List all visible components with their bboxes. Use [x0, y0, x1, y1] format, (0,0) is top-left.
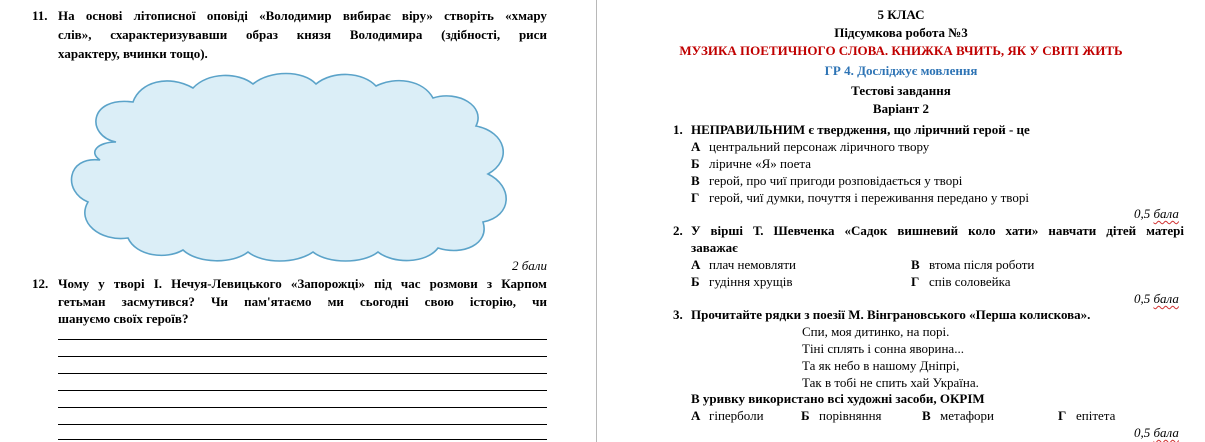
- q2-number: 2.: [673, 223, 683, 238]
- word: вірші: [710, 223, 743, 238]
- answer-line[interactable]: [58, 439, 547, 440]
- option-letter: Б: [691, 156, 700, 171]
- answer-line[interactable]: [58, 407, 547, 408]
- q2-option-b[interactable]: [691, 274, 792, 290]
- word: основі: [85, 8, 123, 23]
- poem-line-4: Так в тобі не спить хай Україна.: [802, 375, 979, 390]
- option-text: втома після роботи: [929, 257, 1035, 272]
- word: Володимира: [349, 27, 423, 42]
- word: Чому: [58, 276, 90, 291]
- variant-label: Варіант 2: [872, 101, 930, 116]
- word: віру»: [401, 8, 433, 23]
- score-unit: бала: [1153, 206, 1179, 221]
- option-letter: Г: [1058, 408, 1067, 423]
- poem-line-1: Спи, моя дитинко, на порі.: [802, 324, 950, 339]
- q2-line-2: заважає: [691, 240, 738, 255]
- word: образ: [246, 27, 278, 42]
- option-letter: В: [922, 408, 931, 423]
- option-text: гудіння хрущів: [709, 274, 793, 289]
- word: вишневий: [897, 223, 959, 238]
- option-text: герой, чиї думки, почуття і переживання передано у творі: [709, 190, 1029, 205]
- word: сьогодні: [360, 294, 409, 309]
- score-unit: бала: [1153, 291, 1179, 306]
- score-value: 0,5: [1134, 206, 1151, 221]
- word: творі: [113, 276, 145, 291]
- section-title: МУЗИКА ПОЕТИЧНОГО СЛОВА. КНИЖКА ВЧИТЬ, ЯК У СВІТІ ЖИТЬ: [679, 43, 1123, 58]
- word: І.: [153, 276, 163, 291]
- right-page: [597, 0, 1205, 442]
- score-unit: бала: [1153, 425, 1179, 440]
- option-text: центральний персонаж ліричного твору: [709, 139, 930, 154]
- word: Чи: [210, 294, 228, 309]
- word: час: [400, 276, 421, 291]
- poem-line-2: Тіні сплять і сонна яворина...: [802, 341, 964, 356]
- word: пам'ятаємо: [244, 294, 312, 309]
- q12-line-1: [58, 276, 547, 292]
- q3-option-c[interactable]: [922, 408, 994, 424]
- answer-line[interactable]: [58, 373, 547, 374]
- option-letter: В: [691, 173, 700, 188]
- word: вибирає: [342, 8, 391, 23]
- q1-option-b[interactable]: [691, 156, 811, 172]
- score-value: 0,5: [1134, 291, 1151, 306]
- word: чи: [532, 294, 547, 309]
- option-letter: А: [691, 257, 701, 272]
- word: дітей: [1106, 223, 1137, 238]
- option-text: порівняння: [819, 408, 882, 423]
- q1-number: 1.: [673, 122, 683, 137]
- word: засмутився?: [121, 294, 195, 309]
- q12-line-2: [58, 294, 547, 310]
- answer-line[interactable]: [58, 390, 547, 391]
- word: Т.: [752, 223, 764, 238]
- word: у: [98, 276, 105, 291]
- q1-option-d[interactable]: [691, 190, 1029, 206]
- option-letter: А: [691, 408, 701, 423]
- word: «Запорожці»: [290, 276, 365, 291]
- tests-label: Тестові завдання: [851, 83, 951, 98]
- q3-text: Прочитайте рядки з поезії М. Вінграновського «Перша колискова».: [691, 307, 1091, 322]
- word: під: [374, 276, 392, 291]
- word: схарактеризувавши: [110, 27, 228, 42]
- option-letter: Б: [691, 274, 700, 289]
- word: Карпом: [501, 276, 547, 291]
- option-letter: Г: [911, 274, 920, 289]
- word: «Садок: [844, 223, 888, 238]
- q2-score: [1134, 291, 1179, 307]
- word: свою: [424, 294, 454, 309]
- word: хати»: [1005, 223, 1039, 238]
- option-text: епітета: [1076, 408, 1116, 423]
- word: (здібності,: [441, 27, 501, 42]
- q1-option-c[interactable]: [691, 173, 962, 189]
- word: з: [486, 276, 493, 291]
- word: ми: [327, 294, 344, 309]
- option-letter: Б: [801, 408, 810, 423]
- word: Нечуя-Левицького: [171, 276, 282, 291]
- word: літописної: [133, 8, 196, 23]
- word: слів»,: [58, 27, 92, 42]
- q3-prompt: В уривку використано всі художні засоби, ОКРІМ: [691, 391, 985, 406]
- q11-number: 11.: [32, 8, 48, 23]
- word: «хмару: [505, 8, 547, 23]
- left-page: [0, 0, 597, 442]
- word: На: [58, 8, 75, 23]
- work-title: Підсумкова робота №3: [834, 25, 968, 40]
- option-letter: А: [691, 139, 701, 154]
- word: навчати: [1048, 223, 1097, 238]
- word-cloud-shape: [58, 64, 538, 264]
- word: князя: [296, 27, 332, 42]
- word: «Володимир: [259, 8, 332, 23]
- q3-option-a[interactable]: [691, 408, 764, 424]
- word: матері: [1146, 223, 1184, 238]
- q12-line-3: шануємо своїх героїв?: [58, 311, 189, 326]
- q2-line-1: [691, 223, 1184, 239]
- q1-text: НЕПРАВИЛЬНИМ є твердження, що ліричний герой - це: [691, 122, 1030, 137]
- q12-number: 12.: [32, 276, 49, 291]
- group-title: ГР 4. Досліджує мовлення: [824, 63, 978, 78]
- option-text: ліричне «Я» поета: [709, 156, 811, 171]
- option-text: плач немовляти: [709, 257, 797, 272]
- q11-line-3: характеру, вчинки тощо).: [58, 46, 208, 61]
- answer-line[interactable]: [58, 356, 547, 357]
- option-letter: В: [911, 257, 920, 272]
- option-letter: Г: [691, 190, 700, 205]
- answer-line[interactable]: [58, 424, 547, 425]
- q3-number: 3.: [673, 307, 683, 322]
- word: розмови: [429, 276, 478, 291]
- q2-option-a[interactable]: [691, 257, 796, 273]
- q3-score: [1134, 425, 1179, 441]
- word: історію,: [469, 294, 517, 309]
- option-text: спів соловейка: [929, 274, 1011, 289]
- option-text: гіперболи: [709, 408, 764, 423]
- q11-score: 2 бали: [512, 258, 547, 273]
- word: оповіді: [206, 8, 248, 23]
- score-value: 0,5: [1134, 425, 1151, 440]
- q2-option-d[interactable]: [911, 274, 1011, 290]
- q3-option-d[interactable]: [1058, 408, 1115, 424]
- word: гетьман: [58, 294, 106, 309]
- word: У: [691, 223, 701, 238]
- poem-line-3: Та як небо в нашому Дніпрі,: [802, 358, 960, 373]
- option-text: метафори: [940, 408, 994, 423]
- q1-score: [1134, 206, 1179, 222]
- option-text: герой, про чиї пригоди розповідається у творі: [709, 173, 963, 188]
- q2-option-c[interactable]: [911, 257, 1034, 273]
- grade-heading: 5 КЛАС: [877, 7, 925, 22]
- q3-option-b[interactable]: [801, 408, 882, 424]
- q11-line-2: [58, 27, 547, 43]
- word: коло: [968, 223, 996, 238]
- answer-line[interactable]: [58, 339, 547, 340]
- q1-option-a[interactable]: [691, 139, 929, 155]
- word: Шевченка: [773, 223, 835, 238]
- word: риси: [518, 27, 547, 42]
- word: створіть: [444, 8, 494, 23]
- q11-line-1: [58, 8, 547, 24]
- cloud-outline: [72, 74, 507, 262]
